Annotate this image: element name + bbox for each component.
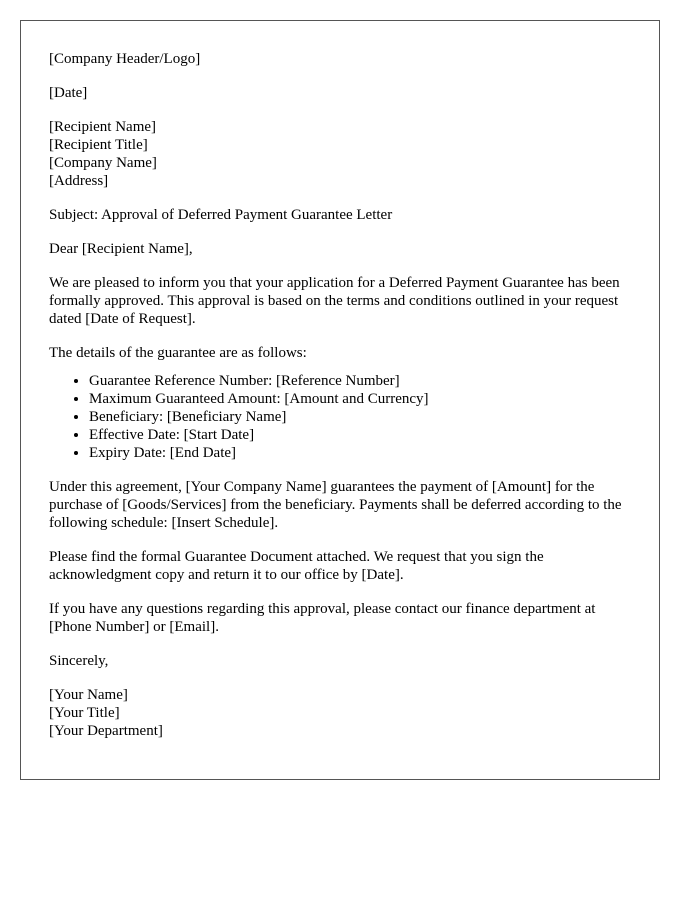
company-header: [Company Header/Logo]: [49, 51, 201, 67]
body-paragraph-attachment: Please find the formal Guarantee Document attached. We request that you sign the acknowledgment copy and return it to our office by [Date].: [49, 549, 544, 583]
recipient-block: [49, 118, 631, 190]
list-item: • Beneficiary: [Beneficiary Name]: [89, 408, 631, 426]
body-paragraph-agreement: Under this agreement, [Your Company Name] guarantees the payment of [Amount] for the purchase of [Goods/Services] from the beneficiary. Payments shall be deferred according to the following schedule: [Insert Schedule].: [49, 479, 622, 531]
recipient-title: [Recipient Title]: [49, 137, 148, 153]
signature-block: [49, 686, 631, 740]
salutation: Dear [Recipient Name],: [49, 241, 193, 257]
letter-page: [20, 20, 660, 780]
recipient-address: [Address]: [49, 173, 109, 189]
signature-name: [Your Name]: [49, 687, 128, 703]
body-paragraph-contact: If you have any questions regarding this approval, please contact our finance department at [Phone Number] or [Email].: [49, 601, 596, 635]
list-item: • Maximum Guaranteed Amount: [Amount and Currency]: [89, 390, 631, 408]
list-item: • Expiry Date: [End Date]: [89, 444, 631, 462]
list-item: • Guarantee Reference Number: [Reference Number]: [89, 372, 631, 390]
subject-line: Subject: Approval of Deferred Payment Guarantee Letter: [49, 207, 393, 223]
recipient-company: [Company Name]: [49, 155, 157, 171]
body-paragraph-approval: We are pleased to inform you that your application for a Deferred Payment Guarantee has been formally approved. This approval is based on the terms and conditions outlined in your request dated [Date of Request].: [49, 275, 620, 327]
signature-title: [Your Title]: [49, 705, 120, 721]
details-intro: The details of the guarantee are as follows:: [49, 345, 307, 361]
guarantee-details-list: [49, 372, 631, 462]
closing: Sincerely,: [49, 653, 109, 669]
letter-date: [Date]: [49, 85, 88, 101]
signature-department: [Your Department]: [49, 723, 163, 739]
list-item: • Effective Date: [Start Date]: [89, 426, 631, 444]
recipient-name: [Recipient Name]: [49, 119, 157, 135]
